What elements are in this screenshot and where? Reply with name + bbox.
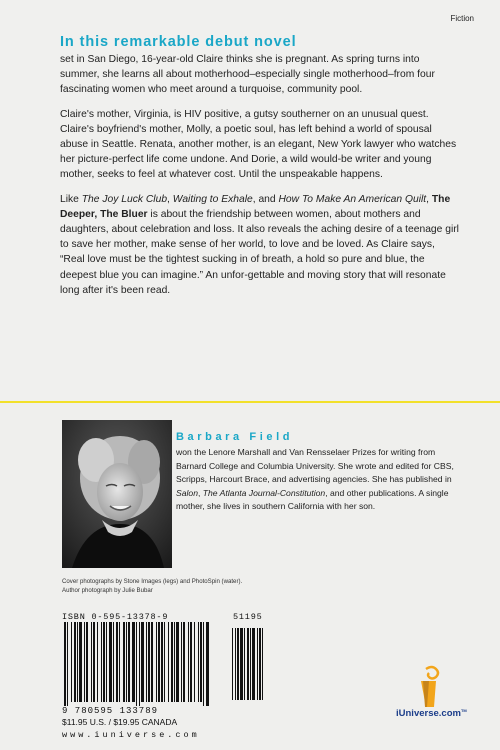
author-bio: [176, 446, 466, 514]
barcode-bar: [113, 622, 114, 702]
genre-label: Fiction: [450, 14, 474, 23]
barcode-bar: [146, 622, 147, 702]
barcode-bar: [188, 622, 189, 702]
barcode-bar: [141, 622, 144, 702]
barcode-bar: [64, 622, 66, 706]
author-photo-image: [62, 420, 172, 568]
isbn-barcode: [62, 622, 267, 706]
barcode-bar: [74, 622, 76, 702]
addon-bar: [240, 628, 243, 700]
barcode-bar: [79, 622, 82, 702]
barcode-bar: [203, 622, 204, 706]
bio-text: ,: [197, 487, 203, 498]
synopsis-text: [60, 52, 460, 307]
publisher-logo-text: [396, 708, 467, 719]
addon-bar: [250, 628, 251, 700]
addon-bar: [252, 628, 255, 700]
barcode-bar: [67, 622, 68, 706]
barcode-bar: [126, 622, 127, 702]
publisher-name: iUniverse.com: [396, 708, 461, 719]
text-fragment: ,: [167, 193, 173, 205]
addon-bar: [232, 628, 233, 700]
barcode-bar: [176, 622, 179, 702]
barcode-bar: [97, 622, 98, 702]
cover-photo-credit: Cover photographs by Stone Images (legs) and PhotoSpin (water).: [62, 578, 243, 585]
text-fragment: Like: [60, 193, 82, 205]
book-title-reference: How To Make An American Quilt: [278, 193, 427, 205]
barcode-bar: [116, 622, 118, 702]
blurb-headline: In this remarkable debut novel: [60, 34, 297, 50]
barcode-bar: [198, 622, 199, 702]
barcode-bar: [194, 622, 195, 702]
barcode-bar: [156, 622, 157, 702]
barcode-bar: [103, 622, 105, 702]
synopsis-paragraph-1: set in San Diego, 16-year-old Claire thinks she is pregnant. As spring turns into summer, she learns all about motherhood–especially single motherhood–from four fascinating women who meet around a turquoise, community pool.: [60, 54, 435, 96]
barcode-bar: [119, 622, 120, 702]
addon-bar: [259, 628, 261, 700]
barcode-bar: [84, 622, 85, 702]
addon-bar: [237, 628, 239, 700]
barcode-bar: [128, 622, 130, 702]
author-photo: [62, 420, 172, 568]
barcode-bar: [151, 622, 153, 702]
iuniverse-logo-icon: [396, 663, 466, 733]
barcode-bar: [171, 622, 173, 702]
barcode-bar: [106, 622, 107, 702]
barcode-bar: [77, 622, 78, 702]
book-title: The Deeper, The Bluer: [60, 193, 451, 220]
barcode-bar: [91, 622, 92, 702]
barcode-bar: [183, 622, 185, 702]
author-name: Barbara Field: [176, 431, 294, 443]
barcode-digits: 9 780595 133789: [62, 706, 159, 716]
barcode-bar: [174, 622, 175, 702]
book-title-reference: The Joy Luck Club: [81, 193, 168, 205]
photo-credits: [62, 577, 242, 595]
barcode-bar: [164, 622, 165, 702]
barcode-bar: [136, 622, 137, 706]
addon-bar: [257, 628, 258, 700]
barcode-bar: [139, 622, 140, 706]
author-photo-credit: Author photograph by Julie Bubar: [62, 587, 153, 594]
addon-bar: [244, 628, 245, 700]
addon-bar: [262, 628, 263, 700]
trademark-symbol: TM: [460, 708, 467, 713]
barcode-bar: [190, 622, 192, 702]
bio-text: , and other publications. A single mother, she lives in southern California with her son.: [176, 487, 449, 512]
barcode-bar: [200, 622, 202, 702]
publication-reference: Salon: [176, 487, 198, 498]
barcode-bar: [101, 622, 102, 702]
barcode-bar: [158, 622, 160, 702]
synopsis-paragraph-2: Claire's mother, Virginia, is HIV positive, a gutsy southerner on an unusual quest. Claire's boyfriend's mother, Molly, a poetic soul, has left behind a world of spousal abuse in Seattle. Renata, another mother, is an elegant, New York lawyer who watches her picture-perfect life come undone. And Dorie, a wild would-be writer and young mother, seeks to feel at whatever cost. Until the unspeakable happens.: [60, 108, 457, 181]
barcode-bar: [71, 622, 72, 702]
barcode-bar: [168, 622, 169, 702]
barcode-bar: [161, 622, 163, 702]
barcode-bar: [86, 622, 88, 702]
addon-bar: [235, 628, 236, 700]
publication-reference: The Atlanta Journal-Constitution: [202, 487, 326, 498]
barcode-bar: [148, 622, 150, 702]
barcode-bar: [132, 622, 135, 702]
barcode-bar: [206, 622, 209, 706]
website-url: www.iuniverse.com: [62, 730, 200, 740]
text-fragment: is about the friendship between women, about mothers and daughters, about celebration and loss. It also reveals the aching desire of a teenage girl to save her mother, make sense of her world, to love and be loved. As Claire says, “Real love must be the tightest sucking in of breath, a hold so pure and blue, the deepest blue you can imagine.” An unfor-gettable and moving story that will resonate long after it's been read.: [60, 208, 459, 296]
book-title-reference: Waiting to Exhale: [172, 193, 253, 205]
barcode-bar: [123, 622, 125, 702]
barcode-bar: [93, 622, 95, 702]
addon-bar: [247, 628, 249, 700]
bio-text: won the Lenore Marshall and Van Rensselaer Prizes for writing from Barnard College and Columbia University. She wrote and edited for CBS, Scripps, Harcourt Brace, and advertising agencies. She has published in: [176, 447, 454, 485]
price-code: 51195: [233, 612, 263, 622]
text-fragment: ,: [426, 193, 432, 205]
barcode-bar: [109, 622, 112, 702]
barcode-bar: [181, 622, 182, 702]
synopsis-paragraph-3: [60, 192, 460, 298]
price-text: $11.95 U.S. / $19.95 CANADA: [62, 717, 178, 727]
text-fragment: , and: [252, 193, 279, 205]
isbn-label: ISBN 0-595-13378-9: [62, 612, 169, 622]
